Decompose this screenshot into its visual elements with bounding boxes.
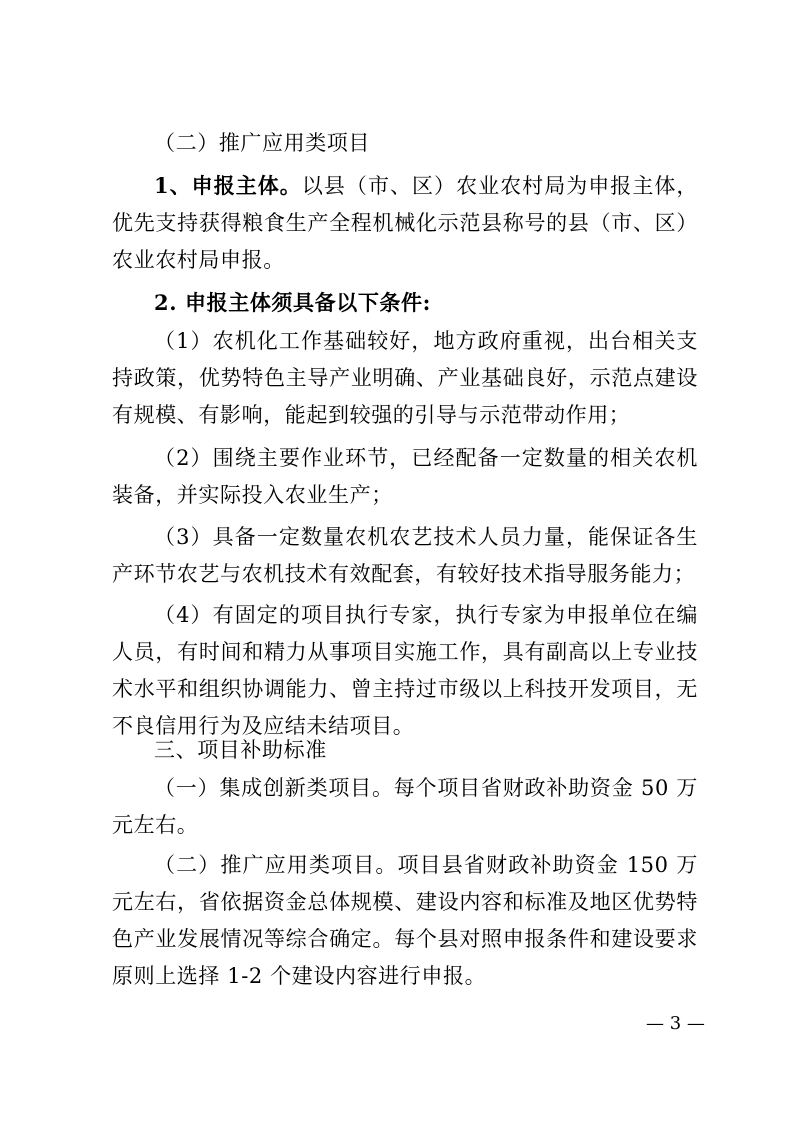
paragraph-lead: 1、申报主体。 [154,173,302,198]
page-number: — 3 — [646,1013,705,1034]
section-heading-subsidy [112,732,698,769]
paragraph-text: （一）集成创新类项目。每个项目省财政补助资金 50 万元左右。 [112,776,698,837]
paragraph-text: 三、项目补助标准 [154,738,327,762]
paragraph-conditions-heading [112,284,698,322]
paragraph-lead: 2. 申报主体须具备以下条件: [154,290,431,315]
paragraph-subsidy-integration [112,770,698,844]
paragraph-condition-4 [112,597,698,745]
paragraph-text: 以县（市、区）农业农村局为申报主体，优先支持获得粮食生产全程机械化示范县称号的县（市、区）农业农村局申报。 [112,174,698,272]
paragraph-condition-1 [112,323,698,434]
subsection-heading-promotion [112,125,698,162]
paragraph-text: （二）推广应用类项目 [154,131,370,155]
paragraph-text: （3）具备一定数量农机农艺技术人员力量，能保证各生产环节农艺与农机技术有效配套，有较好技术指导服务能力； [112,525,698,586]
paragraph-condition-3 [112,519,698,593]
paragraph-subsidy-promotion [112,847,698,995]
paragraph-text: （1）农机化工作基础较好，地方政府重视，出台相关支持政策，优势特色主导产业明确、产业基础良好，示范点建设有规模、有影响，能起到较强的引导与示范带动作用； [112,329,698,427]
paragraph-text: （4）有固定的项目执行专家，执行专家为申报单位在编人员，有时间和精力从事项目实施工作，具有副高以上专业技术水平和组织协调能力、曾主持过市级以上科技开发项目，无不良信用行为及应结未结项目。 [112,603,698,738]
paragraph-applicant [112,167,698,279]
paragraph-condition-2 [112,440,698,514]
paragraph-text: （2）围绕主要作业环节，已经配备一定数量的相关农机装备，并实际投入农业生产； [112,446,698,507]
paragraph-text: （二）推广应用类项目。项目县省财政补助资金 150 万元左右，省依据资金总体规模、建设内容和标准及地区优势特色产业发展情况等综合确定。每个县对照申报条件和建设要求原则上选择 1-2 个建设内容进行申报。 [112,853,698,988]
